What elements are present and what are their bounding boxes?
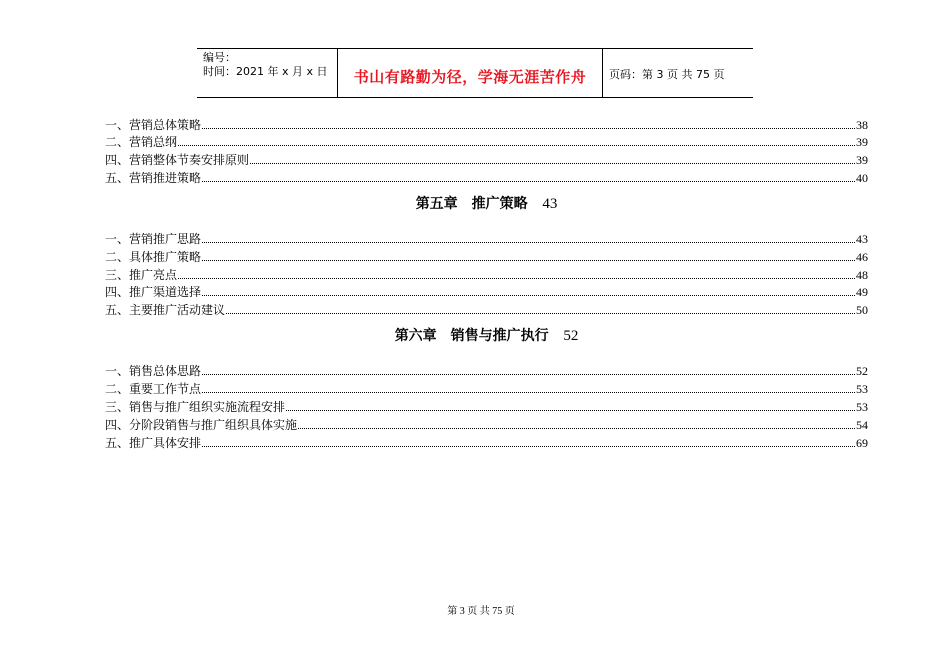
chapter-heading[interactable] — [105, 327, 868, 345]
toc-entry-title: 五、主要推广活动建议 — [105, 303, 226, 317]
time-label: 时间：2021 年 x 月 x 日 — [203, 65, 328, 78]
toc-entry[interactable] — [105, 302, 868, 318]
leader-dots — [202, 260, 855, 261]
chapter-title: 第五章 推广策略 — [415, 196, 528, 212]
toc-entry[interactable] — [105, 170, 868, 186]
toc-entry-page: 40 — [856, 171, 868, 185]
motto: 书山有路勤为径，学海无涯苦作舟 — [353, 68, 587, 86]
leader-dots — [202, 392, 855, 393]
toc-entry-title: 四、营销整体节奏安排原则 — [105, 153, 250, 167]
leader-dots — [202, 128, 855, 129]
header-meta-cell — [197, 49, 338, 97]
toc-entry-title: 一、营销总体策略 — [105, 118, 202, 132]
toc-entry-page: 69 — [856, 436, 868, 450]
toc-entry-title: 四、推广渠道选择 — [105, 285, 202, 299]
toc-entry-title: 三、销售与推广组织实施流程安排 — [105, 400, 286, 414]
leader-dots — [250, 163, 855, 164]
leader-dots — [202, 181, 855, 182]
toc-entry-page: 53 — [856, 382, 868, 396]
page-footer: 第 3 页 共 75 页 — [447, 606, 515, 617]
toc-entry[interactable] — [105, 381, 868, 397]
toc-entry-page: 43 — [856, 232, 868, 246]
toc-entry[interactable] — [105, 134, 868, 150]
toc-entry[interactable] — [105, 231, 868, 247]
toc-entry[interactable] — [105, 363, 868, 379]
chapter-heading[interactable] — [105, 195, 868, 213]
toc-entry-page: 39 — [856, 153, 868, 167]
toc-entry[interactable] — [105, 267, 868, 283]
toc-entry[interactable] — [105, 152, 868, 168]
leader-dots — [178, 278, 855, 279]
toc-entry-page: 49 — [856, 285, 868, 299]
toc-entry-title: 五、营销推进策略 — [105, 171, 202, 185]
page-header — [197, 48, 753, 98]
toc-entry[interactable] — [105, 249, 868, 265]
toc-entry-title: 四、分阶段销售与推广组织具体实施 — [105, 418, 298, 432]
page-info: 页码：第 3 页 共 75 页 — [609, 68, 725, 81]
leader-dots — [286, 410, 855, 411]
toc-entry-page: 54 — [856, 418, 868, 432]
toc-entry-page: 48 — [856, 268, 868, 282]
toc-entry-title: 一、营销推广思路 — [105, 232, 202, 246]
toc-entry-page: 38 — [856, 118, 868, 132]
leader-dots — [202, 446, 855, 447]
toc-entry-title: 二、具体推广策略 — [105, 250, 202, 264]
leader-dots — [178, 145, 855, 146]
header-motto-cell — [338, 49, 603, 97]
toc-entry[interactable] — [105, 417, 868, 433]
header-page-cell — [603, 49, 753, 97]
toc-entry[interactable] — [105, 399, 868, 415]
toc-entry[interactable] — [105, 117, 868, 133]
toc-entry-page: 39 — [856, 135, 868, 149]
leader-dots — [202, 242, 855, 243]
number-label: 编号： — [203, 51, 236, 64]
leader-dots — [298, 428, 855, 429]
toc-entry-page: 52 — [856, 364, 868, 378]
toc-entry-title: 五、推广具体安排 — [105, 436, 202, 450]
toc-entry-title: 三、推广亮点 — [105, 268, 178, 282]
toc-entry-page: 46 — [856, 250, 868, 264]
toc-entry-page: 50 — [856, 303, 868, 317]
leader-dots — [226, 313, 855, 314]
toc-entry-title: 二、重要工作节点 — [105, 382, 202, 396]
toc-entry[interactable] — [105, 284, 868, 300]
leader-dots — [202, 374, 855, 375]
toc-entry-page: 53 — [856, 400, 868, 414]
chapter-title: 第六章 销售与推广执行 — [394, 328, 549, 344]
chapter-page: 52 — [563, 328, 579, 344]
toc-entry[interactable] — [105, 435, 868, 451]
chapter-page: 43 — [542, 196, 558, 212]
toc-entry-title: 二、营销总纲 — [105, 135, 178, 149]
toc-entry-title: 一、销售总体思路 — [105, 364, 202, 378]
leader-dots — [202, 295, 855, 296]
